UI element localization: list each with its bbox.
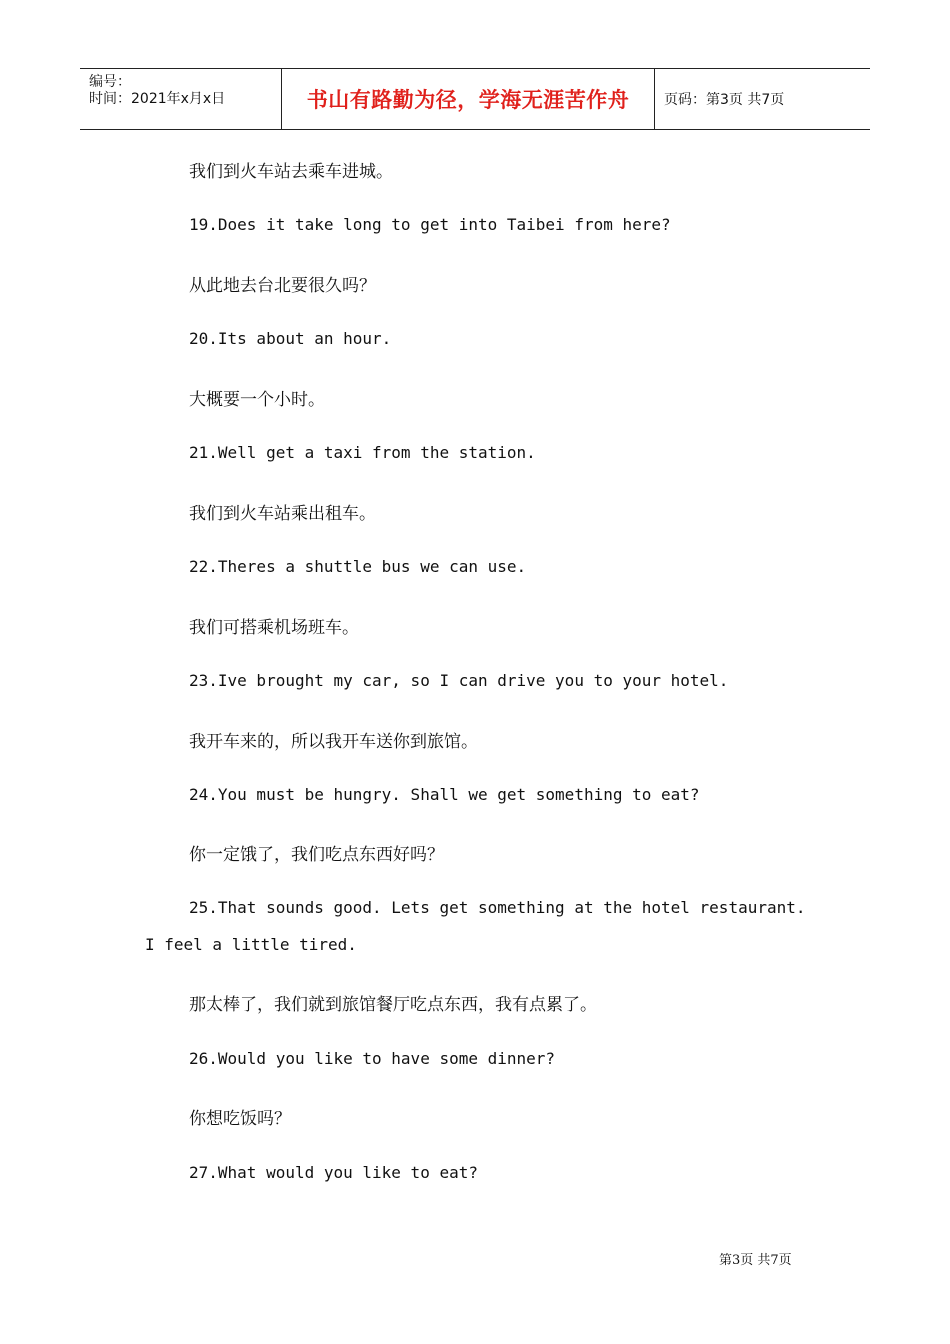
text-line: 你一定饿了，我们吃点东西好吗？ bbox=[189, 845, 444, 865]
text-line: 27.What would you like to eat? bbox=[189, 1163, 478, 1182]
header-page-cell bbox=[655, 69, 870, 129]
text-line: 我们可搭乘机场班车。 bbox=[189, 618, 359, 638]
text-line: I feel a little tired. bbox=[145, 935, 357, 954]
document-number-label: 编号： bbox=[89, 74, 131, 90]
text-line: 你想吃饭吗？ bbox=[189, 1109, 291, 1129]
text-line: 我开车来的，所以我开车送你到旅馆。 bbox=[189, 732, 478, 752]
header-motto: 书山有路勤为径，学海无涯苦作舟 bbox=[306, 88, 630, 112]
text-line: 19.Does it take long to get into Taibei from here? bbox=[189, 215, 671, 234]
page-footer: 第3页 共7页 bbox=[719, 1253, 792, 1268]
header-meta bbox=[80, 69, 282, 129]
text-line: 从此地去台北要很久吗？ bbox=[189, 276, 376, 296]
text-line: 我们到火车站去乘车进城。 bbox=[189, 162, 393, 182]
text-line: 25.That sounds good. Lets get something at the hotel restaurant. bbox=[189, 898, 806, 917]
text-line: 20.Its about an hour. bbox=[189, 329, 392, 348]
text-line: 大概要一个小时。 bbox=[189, 390, 325, 410]
header-page-number: 页码：第3页 共7页 bbox=[664, 92, 785, 108]
header-motto-cell bbox=[282, 69, 655, 129]
text-line: 22.Theres a shuttle bus we can use. bbox=[189, 557, 527, 576]
text-line: 我们到火车站乘出租车。 bbox=[189, 504, 376, 524]
text-line: 24.You must be hungry. Shall we get something to eat? bbox=[189, 785, 700, 804]
document-date-label: 时间：2021年x月x日 bbox=[89, 91, 226, 107]
text-line: 26.Would you like to have some dinner? bbox=[189, 1049, 556, 1068]
text-line: 21.Well get a taxi from the station. bbox=[189, 443, 536, 462]
text-line: 23.Ive brought my car, so I can drive you to your hotel. bbox=[189, 671, 729, 690]
text-line: 那太棒了，我们就到旅馆餐厅吃点东西，我有点累了。 bbox=[189, 995, 597, 1015]
page-header bbox=[80, 68, 870, 130]
